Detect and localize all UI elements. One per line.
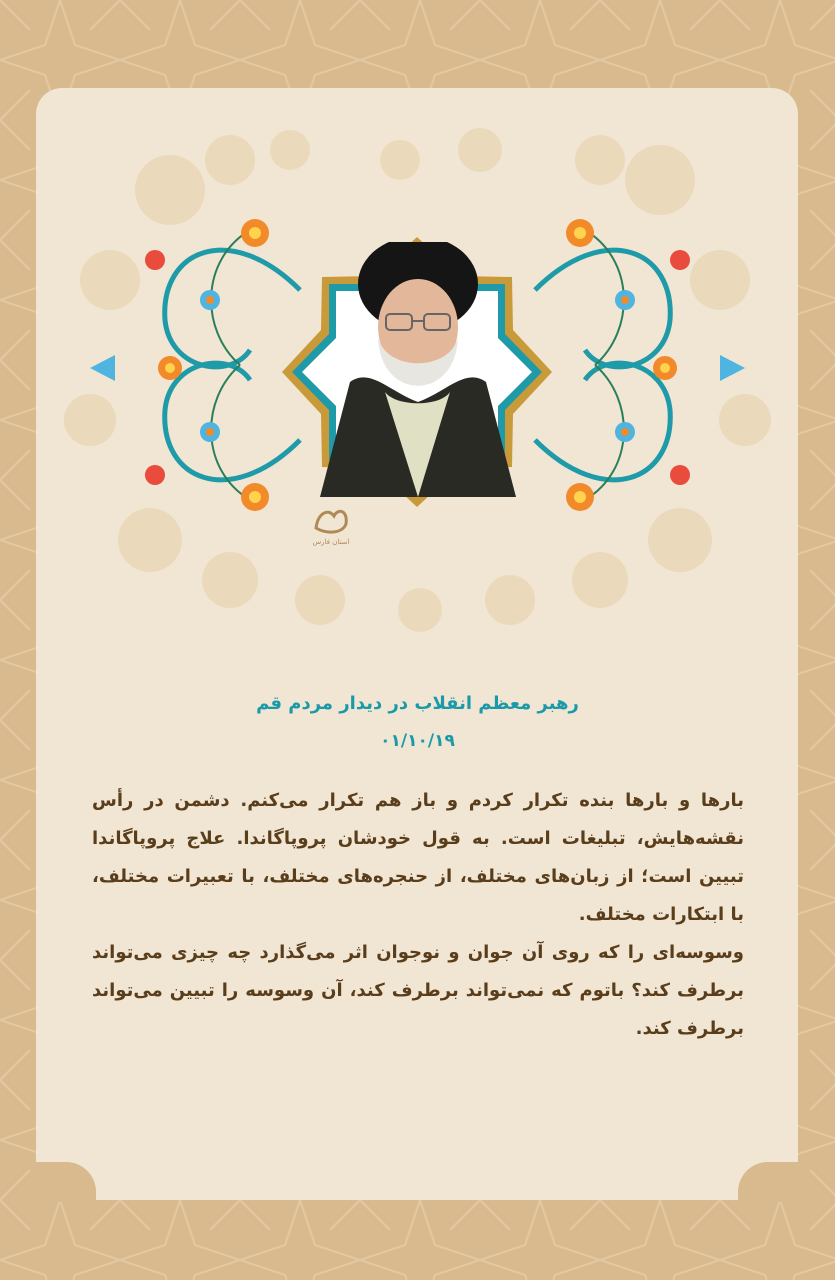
date-label: ۰۱/۱۰/۱۹ — [380, 731, 455, 751]
page-title: رهبر معظم انقلاب در دیدار مردم قم — [256, 693, 579, 714]
quote-paragraph: بارها و بارها بنده تکرار کردم و باز هم تکرار می‌کنم. دشمن در رأس نقشه‌هایش، تبلیغات است. به قول خودشان پروپاگاندا. علاج پروپاگاندا تبیین است؛ از زبان‌های مختلف، از حنجره‌های مختلف، با تعبیرات مختلف، با ابتکارات مختلف. — [92, 790, 744, 925]
logo-icon — [306, 498, 356, 548]
quote-body — [92, 782, 744, 1048]
quote-paragraph: وسوسه‌ای را که روی آن جوان و نوجوان اثر می‌گذارد چه چیزی می‌تواند برطرف کند؟ باتوم که نمی‌تواند برطرف کند، آن وسوسه را تبیین می‌تواند برطرف کند. — [92, 942, 744, 1039]
svg-text:استان فارس: استان فارس — [312, 538, 350, 546]
portrait-image — [290, 242, 545, 497]
